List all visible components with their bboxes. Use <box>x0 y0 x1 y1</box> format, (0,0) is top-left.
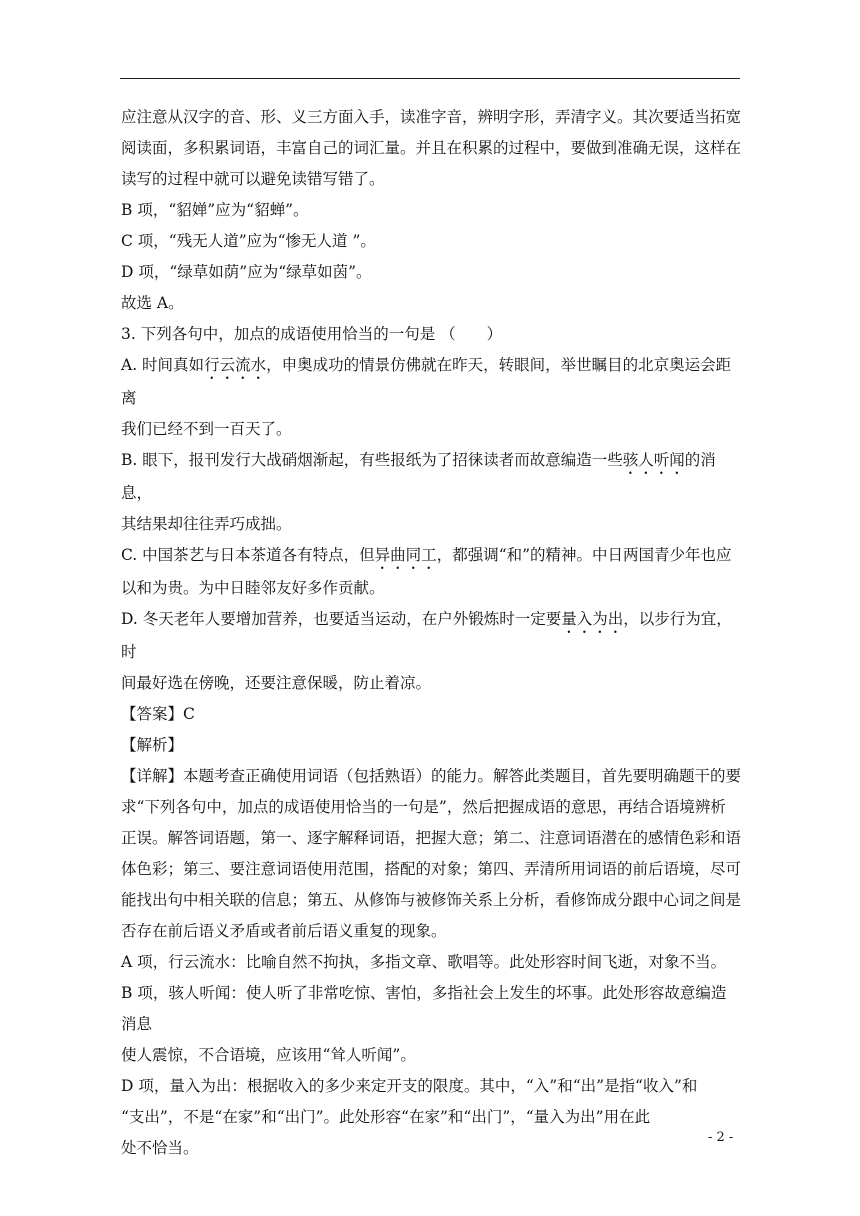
explain-b-line-1: B 项，骇人听闻：使人听了非常吃惊、害怕，多指社会上发生的坏事。此处形容故意编造消息 <box>121 984 727 1033</box>
intro-line-3: 读写的过程中就可以避免读错写错了。 <box>121 170 385 188</box>
option-c-pre: C. 中国茶艺与日本茶道各有特点，但 <box>121 546 375 564</box>
detail-line-2: 求“下列各句中，加点的成语使用恰当的一句是”，然后把握成语的意思，再结合语境辨析 <box>121 798 726 816</box>
option-a-pre: A. 时间真如 <box>121 356 205 374</box>
answer: 【答案】C <box>121 705 195 723</box>
page-number: - 2 - <box>708 1130 734 1145</box>
item-d-note: D 项，“绿草如荫”应为“绿草如茵”。 <box>121 263 372 281</box>
option-c-line-2: 以和为贵。为中日睦邻友好多作贡献。 <box>121 579 385 597</box>
option-d-pre: D. 冬天老年人要增加营养，也要适当运动，在户外锻炼时一定要 <box>121 610 562 628</box>
option-a-line-2: 我们已经不到一百天了。 <box>121 420 292 438</box>
option-d-post: ，以步行为宜，时 <box>121 610 732 661</box>
explain-d-line-3: 处不恰当。 <box>121 1139 199 1157</box>
header-rule <box>120 78 740 79</box>
explain-d-line-1: D 项，量入为出：根据收入的多少来定开支的限度。其中，“入”和“出”是指“收入”和 <box>121 1077 698 1095</box>
option-b-line-2: 其结果却往往弄巧成拙。 <box>121 515 292 533</box>
detail-line-4: 体色彩；第三、要注意词语使用范围，搭配的对象；第四、弄清所用词语的前后语境，尽可 <box>121 860 742 878</box>
option-c <box>121 540 741 573</box>
explain-a: A 项，行云流水：比喻自然不拘执，多指文章、歌唱等。此处形容时间飞逝，对象不当。 <box>121 953 727 971</box>
intro-line-1: 应注意从汉字的音、形、义三方面入手，读准字音，辨明字形，弄清字义。其次要适当拓宽 <box>121 108 742 126</box>
option-a <box>121 350 741 414</box>
document-body <box>121 102 741 1164</box>
option-c-post: ，都强调“和”的精神。中日两国青少年也应 <box>436 546 732 564</box>
explain-d-line-2: “支出”，不是“在家”和“出门”。此处形容“在家”和“出门”，“量入为出”用在此 <box>121 1108 651 1126</box>
detail-line-5: 能找出句中相关联的信息；第五、从修饰与被修饰关系上分析，看修饰成分跟中心词之间是 <box>121 891 742 909</box>
question-stem: 3. 下列各句中，加点的成语使用恰当的一句是 （ ） <box>121 325 503 343</box>
detail-line-3: 正误。解答词语题，第一、逐字解释词语，把握大意；第二、注意词语潜在的感情色彩和语 <box>121 829 742 847</box>
item-c-note: C 项，“残无人道”应为“惨无人道 ”。 <box>121 232 376 250</box>
detail-line-1: 【详解】本题考查正确使用词语（包括熟语）的能力。解答此类题目，首先要明确题干的要 <box>121 767 742 785</box>
option-b-post: 的消息， <box>121 451 716 502</box>
option-a-idiom: 行云流水 <box>204 356 267 374</box>
detail-line-6: 否存在前后语义矛盾或者前后语义重复的现象。 <box>121 922 447 940</box>
option-c-idiom: 异曲同工 <box>374 546 437 564</box>
option-d-line-2: 间最好选在傍晚，还要注意保暖，防止着凉。 <box>121 674 432 692</box>
intro-line-2: 阅读面，多积累词语，丰富自己的词汇量。并且在积累的过程中，要做到准确无误，这样在 <box>121 139 742 157</box>
analysis-heading: 【解析】 <box>121 736 184 754</box>
option-b-pre: B. 眼下，报刊发行大战硝烟渐起，有些报纸为了招徕读者而故意编造一些 <box>121 451 623 469</box>
explain-b-line-2: 使人震惊，不合语境，应该用“耸人听闻”。 <box>121 1046 416 1064</box>
option-d <box>121 604 741 668</box>
option-b <box>121 445 741 509</box>
option-a-post: ，申奥成功的情景仿佛就在昨天，转眼间，举世瞩目的北京奥运会距离 <box>121 356 732 407</box>
conclusion: 故选 A。 <box>121 294 184 312</box>
item-b-note: B 项，“貂婵”应为“貂蝉”。 <box>121 201 309 219</box>
option-d-idiom: 量入为出 <box>561 610 624 628</box>
option-b-idiom: 骇人听闻 <box>622 451 685 469</box>
